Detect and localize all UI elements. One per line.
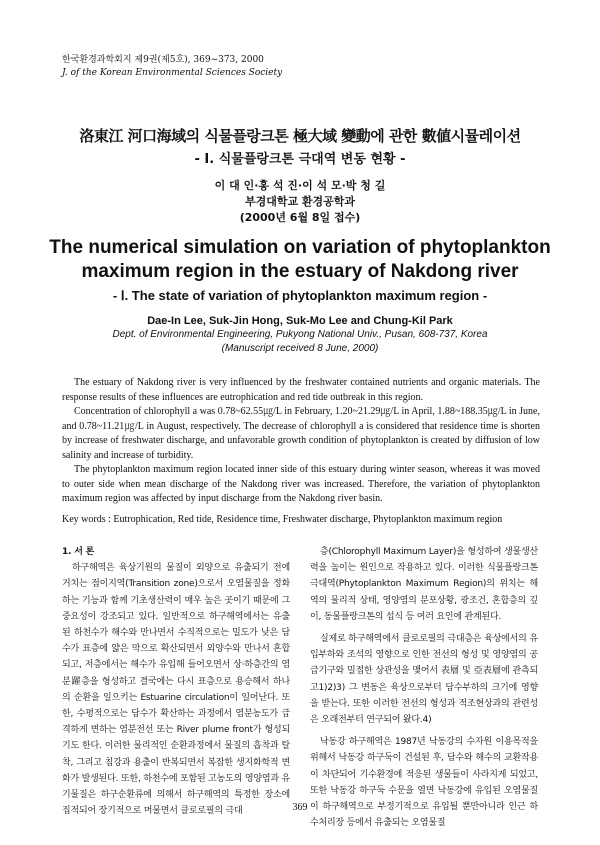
- affiliation-english: Dept. of Environmental Engineering, Pukyong National Univ., Pusan, 608-737, Korea: [112, 329, 488, 340]
- keywords: Key words : Eutrophication, Red tide, Residence time, Freshwater discharge, Phytoplankton maximum region: [62, 514, 503, 525]
- body-column-left: [62, 544, 290, 819]
- authors-english: Dae-In Lee, Suk-Jin Hong, Suk-Mo Lee and Chung-Kil Park: [147, 315, 453, 327]
- title-english: [0, 236, 600, 284]
- abstract-paragraph: The estuary of Nakdong river is very influenced by the freshwater contained nutrients and organic materials. The response results of these influences are eutrophication and red tide outbreak in this region.: [62, 377, 540, 403]
- title-english-line-2: maximum region in the estuary of Nakdong river: [81, 261, 519, 282]
- journal-name-ko: 한국환경과학회지 제9권(제5호), 369~373, 2000: [62, 55, 264, 65]
- authors-english-block: [0, 314, 600, 356]
- title-english-line-1: The numerical simulation on variation of phytoplankton: [49, 237, 551, 258]
- journal-name-en: J. of the Korean Environmental Sciences Society: [62, 68, 283, 78]
- authors-korean: 이 대 인·홍 석 진·이 석 모·박 청 길: [214, 179, 386, 192]
- subtitle-korean: - Ⅰ. 식물플랑크톤 극대역 변동 현황 -: [194, 152, 406, 167]
- abstract-paragraph: The phytoplankton maximum region located inner side of this estuary during winter season, whereas it was moved to outer side when mean discharge of the Nakdong river was increased. Therefore, the variation of phytoplankton maximum region was affected by input discharge from the Nakdong river basin.: [62, 464, 540, 504]
- page-number: 369: [292, 802, 308, 813]
- body-paragraph: 하구해역은 육상기원의 물질이 외양으로 유출되기 전에 거치는 점이지역(Transition zone)으로서 오염물질을 정화하는 기능과 함께 기초생산력이 매우 높은 곳이기 때문에 그 중요성이 강조되고 있다. 일반적으로 하구해역에서는 유출된 하천수가 해수와 만나면서 수직적으로는 밀도가 낮은 담수가 표층에 얇은 막으로 확산되면서 외양수와 만나서 혼합되고, 저층에서는 해수가 유입해 들어오면서 상·하층간의 염분躍층을 형성하고 결국에는 다시 표층으로 용승해서 하나의 순환을 일으키는 Estuarine circulation이 일어난다. 또한, 수평적으로는 담수가 확산하는 과정에서 염분농도가 급격하게 변하는 염분전선 또는 River plume front가 형성되기도 한다. 이러한 물리적인 순환과정에서 물질의 흡착과 탈착, 그리고 침강과 용출이 반복되면서 복잡한 생지화학적 변화가 발생된다. 또한, 하천수에 포함된 고농도의 영양염과 유기물질은 하구순환류에 의해서 하구해역의 특정한 장소에 집적되어 장기적으로 머물면서 클로로필의 극대: [62, 563, 290, 817]
- section-heading: 1. 서 론: [62, 547, 95, 557]
- journal-header: [62, 54, 282, 80]
- abstract-paragraph: Concentration of chlorophyll a was 0.78~62.55㎍/L in February, 1.20~21.29㎍/L in April, 1.88~188.35㎍/L in June, and 0.78~11.21㎍/L in August, respectively. The decrease of chlorophyll a is considered that residence time is shorten by increase of freshwater discharge, and unfavorable growth condition of phytoplankton is created by diffusion of low salinity and increase of turbidity.: [62, 406, 540, 461]
- body-paragraph: 실제로 하구해역에서 클로로필의 극대층은 육상에서의 유입부하와 조석의 영향으로 인한 전선의 형성 및 영양염의 공급기구와 밀접한 상관성을 맺어서 表層 및 亞表層에 관측되고1)2)3) 그 변동은 육상으로부터 담수부하의 크기에 영향을 받는다. 또한 이러한 전선의 형성과 적조현상과의 관련성은 오래전부터 연구되어 왔다.4): [310, 634, 538, 726]
- body-paragraph: 낙동강 하구해역은 1987년 낙동강의 수자원 이용목적을 위해서 낙동강 하구둑이 건설된 후, 담수와 해수의 교환작용이 차단되어 기수환경에 적응된 생물들이 사라지게 되었고, 또한 낙동강 하구둑 수문을 열면 낙동강에 유입된 오염물질이 하구해역으로 부정기적으로 유입될 뿐만아니라 인근 하수처리장 등에서 유출되는 오염물질: [310, 737, 538, 829]
- authors-korean-block: [0, 178, 600, 226]
- abstract: [62, 376, 540, 507]
- received-english: (Manuscript received 8 June, 2000): [221, 343, 379, 354]
- affiliation-korean: 부경대학교 환경공학과: [244, 195, 356, 208]
- title-korean: 洛東江 河口海域의 식물플랑크톤 極大域 變動에 관한 數値시뮬레이션: [79, 127, 521, 145]
- subtitle-english: - Ⅰ. The state of variation of phytoplankton maximum region -: [112, 288, 488, 303]
- body-column-right: [310, 544, 538, 831]
- received-korean: (2000년 6월 8일 접수): [239, 211, 361, 224]
- body-paragraph: 층(Chlorophyll Maximum Layer)을 형성하여 생물생산력을 높이는 원인으로 작용하고 있다. 이러한 식물플랑크톤 극대역(Phytoplankton Maximum Region)의 위치는 해역의 물리적 상태, 영양염의 분포상황, 광조건, 혼합층의 깊이, 동물플랑크톤의 섭식 등 여러 요인에 관계된다.: [310, 547, 538, 622]
